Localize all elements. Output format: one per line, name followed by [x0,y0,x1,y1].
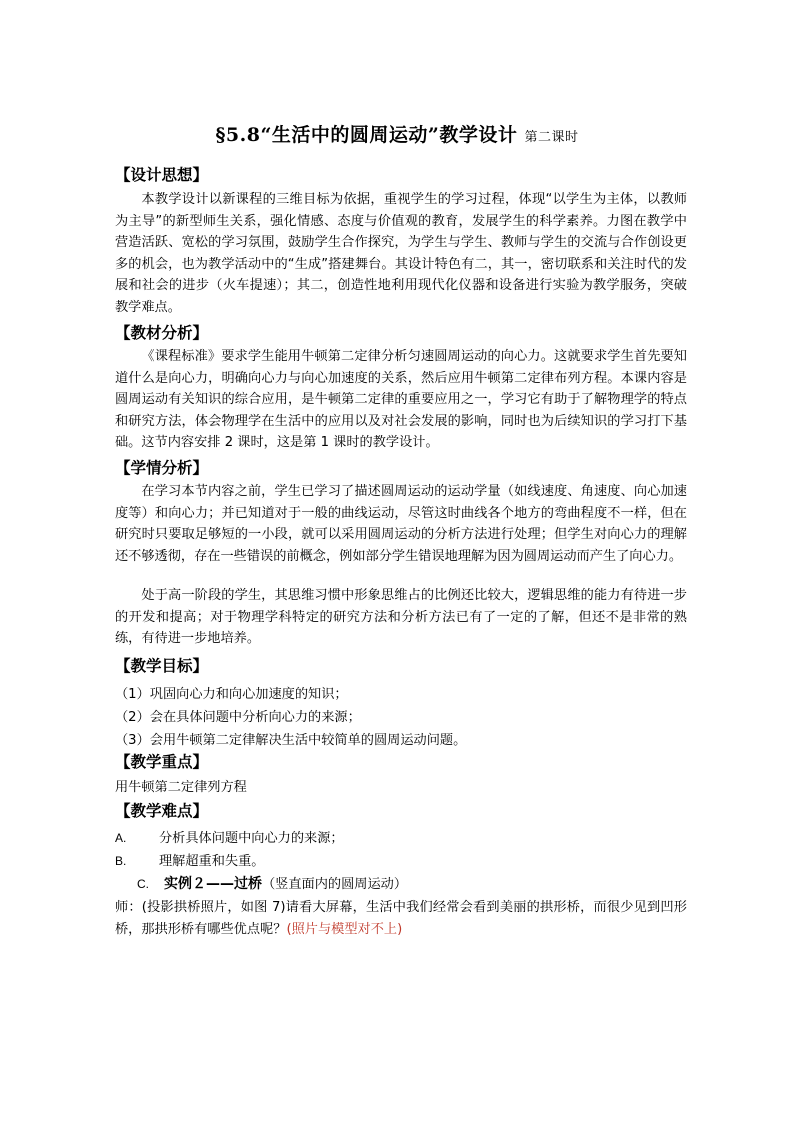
paragraph-design: 本教学设计以新课程的三维目标为依据，重视学生的学习过程，体现“以学生为主体，以教师为主导”的新型师生关系，强化情感、态度与价值观的教育，发展学生的科学素养。力图在教学中营造活跃、宽松的学习氛围，鼓励学生合作探究，为学生与学生、教师与学生的交流与合作创设更多的机会，也为教学活动中的“生成”搭建舞台。其设计特色有二，其一，密切联系和关注时代的发展和社会的进步（火车提速）；其二，创造性地利用现代化仪器和设备进行实验为教学服务，突破教学难点。 [115,192,687,315]
example-heading [137,873,407,893]
example-title: 实例２——过桥 [164,876,262,892]
page-title [0,120,794,147]
example-text: 师：(投影拱桥照片，如图 7)请看大屏幕，生活中我们经常会看到美丽的拱形桥，而很少见到凹形桥，那拱形桥有哪些优点呢？ [115,900,687,937]
paragraph-students-2: 处于高一阶段的学生，其思维习惯中形象思维占的比例还比较大，逻辑思维的能力有待进一步的开发和提高；对于物理学科特定的研究方法和分析方法已有了一定的了解，但还不是非常的熟练，有待进一步地培养。 [115,588,687,646]
key-point-text: 用牛顿第二定律列方程 [115,780,247,795]
heading-key: 【教学重点】 [115,753,209,771]
heading-design: 【设计思想】 [115,166,209,184]
heading-difficulty: 【教学难点】 [115,802,209,820]
difficulty-item [115,827,344,846]
list-marker: B. [115,854,127,868]
review-note: (照片与模型对不上) [286,921,403,937]
paragraph-material: 《课程标准》要求学生能用牛顿第二定律分析匀速圆周运动的向心力。这就要求学生首先要知道什么是向心力，明确向心力与向心加速度的关系，然后应用牛顿第二定律布列方程。本课内容是圆周运动有关知识的综合应用，是牛顿第二定律的重要应用之一，学习它有助于了解物理学的特点和研究方法，体会物理学在生活中的应用以及对社会发展的影响，同时也为后续知识的学习打下基础。这节内容安排 2 课时，这是第 1 课时的教学设计。 [115,349,687,450]
example-subtitle: （竖直面内的圆周运动） [262,877,408,892]
difficulty-text: 理解超重和失重。 [159,854,265,869]
paragraph-example [115,897,687,940]
title-subtitle: 第二课时 [524,130,579,145]
heading-goals: 【教学目标】 [115,657,209,675]
list-marker: A. [115,831,127,845]
paragraph-students-1: 在学习本节内容之前，学生已学习了描述圆周运动的运动学量（如线速度、角速度、向心加速度等）和向心力；并已知道对于一般的曲线运动，尽管这时曲线各个地方的弯曲程度不一样，但在研究时只要取足够短的一小段，就可以采用圆周运动的分析方法进行处理；但学生对向心力的理解还不够透彻，存在一些错误的前概念，例如部分学生错误地理解为因为圆周运动而产生了向心力。 [115,484,687,564]
goal-item: （1）巩固向心力和向心加速度的知识； [115,687,348,702]
goal-item: （3）会用牛顿第二定律解决生活中较简单的圆周运动问题。 [115,733,467,748]
difficulty-text: 分析具体问题中向心力的来源； [159,831,344,846]
heading-material: 【教材分析】 [115,324,209,342]
goal-item: （2）会在具体问题中分析向心力的来源； [115,710,361,725]
difficulty-item [115,850,265,869]
list-marker: C. [137,877,149,891]
title-main: §5.8“生活中的圆周运动”教学设计 [215,124,518,146]
heading-students: 【学情分析】 [115,459,209,477]
